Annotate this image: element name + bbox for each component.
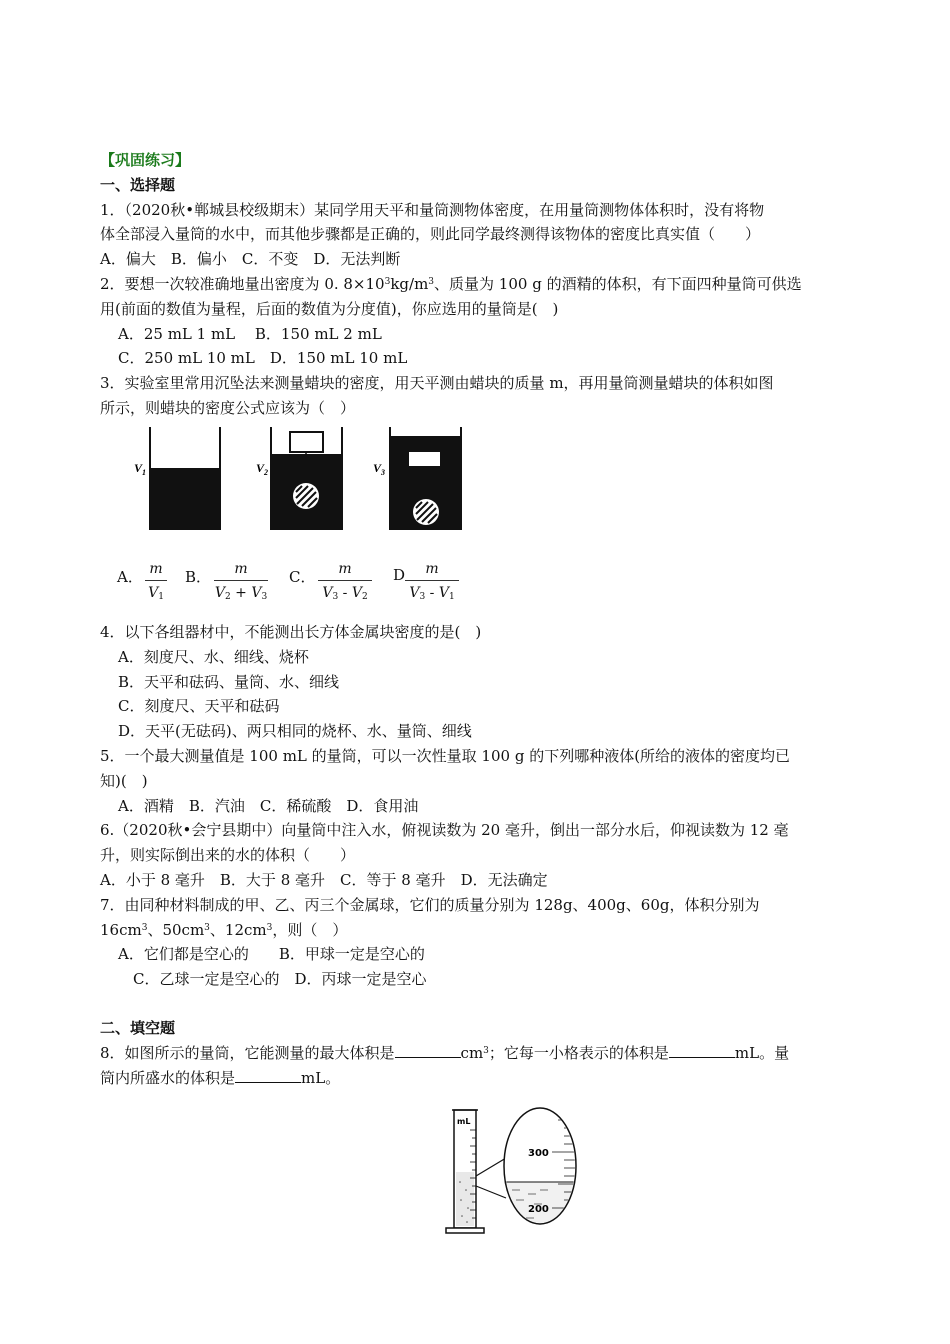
frac-a-den: $V_1$ bbox=[148, 585, 164, 602]
mag-label-200: 200 bbox=[528, 1204, 549, 1215]
q8-blank-1[interactable] bbox=[395, 1043, 461, 1058]
label-v1: $V_1$ bbox=[134, 461, 147, 477]
section-heading: 【巩固练习】 bbox=[100, 151, 191, 169]
q6-line1: 6.（2020秋•会宁县期中）向量筒中注入水，俯视读数为 20 毫升，倒出一部分水后，仰视读数为 12 毫 bbox=[100, 821, 789, 840]
frac-b-den: $V_2 + V_3$ bbox=[214, 585, 268, 602]
q7-options-ab: A．它们都是空心的 B．甲球一定是空心的 bbox=[118, 945, 425, 964]
q2-line2: 用(前面的数值为量程，后面的数值为分度值)，你应选用的量筒是( ) bbox=[100, 299, 559, 318]
q3-line2: 所示，则蜡块的密度公式应该为（ ） bbox=[100, 398, 356, 417]
q3-option-d-fraction bbox=[405, 558, 459, 605]
q4-line1: 4．以下各组器材中，不能测出长方体金属块密度的是( ) bbox=[100, 623, 482, 641]
q3-option-b-letter: B． bbox=[185, 568, 212, 586]
q1-options: A．偏大 B．偏小 C．不变 D．无法判断 bbox=[100, 250, 401, 269]
q8-line2: 筒内所盛水的体积是 mL。 bbox=[100, 1068, 341, 1087]
q3-formula-options bbox=[117, 558, 557, 614]
q4-option-a: A．刻度尺、水、细线、烧杯 bbox=[118, 647, 309, 666]
q3-option-c-letter: C． bbox=[289, 568, 316, 586]
q5-options: A．酒精 B．汽油 C．稀硫酸 D．食用油 bbox=[118, 796, 419, 815]
q2-text-a: 2．要想一次较准确地量出密度为 0. 8×10 bbox=[100, 274, 385, 293]
frac-d-num: m bbox=[425, 561, 439, 577]
q8-blank-2[interactable] bbox=[669, 1043, 735, 1058]
q2-line1 bbox=[100, 272, 852, 297]
q6-line2: 升，则实际倒出来的水的体积（ ） bbox=[100, 846, 356, 865]
section-spacer bbox=[100, 992, 852, 1016]
q4-option-b: B．天平和砝码、量筒、水、细线 bbox=[118, 672, 340, 691]
q1-line2: 体全部浸入量筒的水中，而其他步骤都是正确的，则此同学最终测得该物体的密度比真实值（ ） bbox=[100, 225, 761, 244]
q2-sup-a: 3 bbox=[384, 276, 391, 287]
q4-option-d: D．天平(无砝码)、两只相同的烧杯、水、量筒、细线 bbox=[118, 722, 472, 741]
q7-line1: 7．由同种材料制成的甲、乙、丙三个金属球，它们的质量分别为 128g、400g、60g，体积分别为 bbox=[100, 895, 760, 914]
label-v3: $V_3$ bbox=[373, 461, 386, 477]
q2-options-ab: A．25 mL 1 mL B．150 mL 2 mL bbox=[118, 324, 382, 343]
cylinder-v1 bbox=[134, 427, 220, 530]
q3-cylinders-figure bbox=[130, 422, 480, 534]
q8-line1: 8．如图所示的量筒，它能测量的最大体积是 $cm^3$；它每一小格表示的体积是 mL。量 bbox=[100, 1043, 790, 1062]
q4-option-c: C．刻度尺、天平和砝码 bbox=[118, 697, 280, 716]
frac-d-den: $V_3 - V_1$ bbox=[409, 585, 455, 602]
q3-option-a-letter: A． bbox=[117, 568, 143, 586]
frac-a-num: m bbox=[149, 561, 163, 577]
cylinder-unit-label: mL bbox=[457, 1117, 471, 1126]
worksheet-content-lower bbox=[100, 620, 852, 1090]
cylinder-v2 bbox=[256, 427, 342, 530]
worksheet-content bbox=[100, 148, 852, 421]
q8-blank-3[interactable] bbox=[235, 1068, 301, 1083]
q2-text-c: 、质量为 100 g 的酒精的体积，有下面四种量筒可供选 bbox=[434, 274, 802, 293]
section-title-fill: 二、填空题 bbox=[100, 1018, 176, 1037]
q3-option-d-letter: D bbox=[393, 566, 406, 584]
label-v2: $V_2$ bbox=[256, 461, 269, 477]
frac-c-num: m bbox=[338, 561, 352, 577]
q5-line1: 5．一个最大测量值是 100 mL 的量筒，可以一次性量取 100 g 的下列哪种液体(所给的液体的密度均已 bbox=[100, 746, 791, 765]
q8-graduated-cylinder-figure bbox=[440, 1100, 580, 1240]
q2-text-b: kg/m bbox=[390, 274, 429, 293]
q5-line2: 知)( ) bbox=[100, 771, 148, 790]
mag-label-300: 300 bbox=[528, 1148, 549, 1159]
q3-option-a-fraction bbox=[145, 558, 167, 605]
cylinder-v3 bbox=[373, 427, 461, 530]
q7-options-cd: C．乙球一定是空心的 D．丙球一定是空心 bbox=[133, 970, 427, 989]
q6-options: A．小于 8 毫升 B．大于 8 毫升 C．等于 8 毫升 D．无法确定 bbox=[100, 870, 548, 889]
section-title-choice: 一、选择题 bbox=[100, 175, 176, 194]
q3-line1: 3．实验室里常用沉坠法来测量蜡块的密度，用天平测由蜡块的质量 m，再用量筒测量蜡块的体积如图 bbox=[100, 374, 774, 393]
q7-line2: $16cm^3$、$50cm^3$、$12cm^3$，则（ ） bbox=[100, 920, 348, 939]
frac-c-den: $V_3 - V_2$ bbox=[322, 585, 368, 602]
q1-line1: 1．（2020秋•郸城县校级期末）某同学用天平和量筒测物体密度，在用量筒测物体体积时，没有将物 bbox=[100, 200, 765, 219]
q3-option-b-fraction bbox=[214, 558, 268, 605]
q3-option-c-fraction bbox=[318, 558, 372, 605]
q2-options-cd: C．250 mL 10 mL D．150 mL 10 mL bbox=[118, 349, 408, 368]
frac-b-num: m bbox=[234, 561, 248, 577]
q2-sup-b: 3 bbox=[428, 276, 435, 287]
